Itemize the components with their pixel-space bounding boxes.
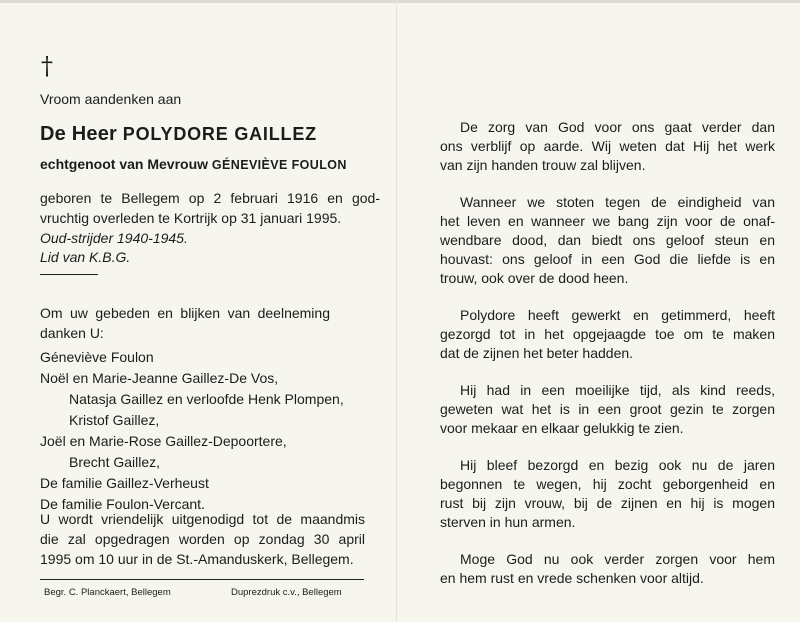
meditation-line: geweten wat het is in een groot gezin te zorgen <box>440 401 775 417</box>
meditation-line: voor mekaar en elkaar gelukkig te zien. <box>440 420 684 436</box>
thanks-line: Om uw gebeden en blijken van deelneming <box>40 305 330 321</box>
meditation-paragraph <box>440 550 775 588</box>
meditation-line: ons verblijf op aarde. Wij weten dat Hij het werk <box>440 138 775 154</box>
meditation-paragraph <box>440 118 775 175</box>
card-top-edge <box>0 0 800 3</box>
printer-credit-right: Duprezdruk c.v., Bellegem <box>231 587 342 598</box>
meditation-line: Moge God nu ook verder zorgen voor hem <box>460 551 775 567</box>
invite-line: die zal opgedragen worden op zondag 30 april <box>40 531 365 547</box>
meditation-paragraph <box>440 306 775 363</box>
spouse-caps: GÉNEVIÈVE FOULON <box>211 158 347 172</box>
honors-line: Lid van K.B.G. <box>40 249 131 265</box>
meditation-paragraph <box>440 193 775 288</box>
thanks-text <box>40 303 330 343</box>
meditation-line: Polydore heeft gewerkt en getimmerd, heeft <box>460 307 775 323</box>
family-item: Brecht Gaillez, <box>69 454 161 470</box>
thanks-line: danken U: <box>40 325 104 341</box>
meditation-line: van zijn handen trouw zal blijven. <box>440 157 646 173</box>
spouse-prefix: echtgenoot van Mevrouw <box>40 156 212 172</box>
family-item: Noël en Marie-Jeanne Gaillez-De Vos, <box>40 370 279 386</box>
meditation-paragraph <box>440 381 775 438</box>
birth-death-text <box>40 188 380 228</box>
meditation-line: rust bij zijn vrouw, bij de zijnen en hij is mogen <box>440 495 775 511</box>
meditation-line: houvast: ons geloof in een God die liefde is en <box>440 251 775 267</box>
intro-text: Vroom aandenken aan <box>40 91 182 107</box>
bio-line: vruchtig overleden te Kortrijk op 31 januari 1995. <box>40 210 342 226</box>
meditation-line: wendbare dood, dan biedt ons geloof steun en <box>440 232 775 248</box>
meditation-line: gezorgd tot in het opgejaagde toe om te maken <box>440 326 775 342</box>
deceased-name <box>40 123 317 146</box>
invite-line: U wordt vriendelijk uitgenodigd tot de maandmis <box>40 511 365 527</box>
family-item: De familie Gaillez-Verheust <box>40 475 209 491</box>
short-divider <box>40 274 98 275</box>
honors-line: Oud-strijder 1940-1945. <box>40 230 188 246</box>
cross-icon: † <box>41 52 53 80</box>
name-prefix: De Heer <box>40 123 123 145</box>
name-caps: POLYDORE GAILLEZ <box>122 124 317 144</box>
meditation-line: trouw, ook over de dood heen. <box>440 270 629 286</box>
right-page <box>440 118 775 606</box>
mass-invitation <box>40 509 365 569</box>
meditation-line: het leven en wanneer we bang zijn voor de onaf- <box>440 213 775 229</box>
family-item: Kristof Gaillez, <box>69 412 160 428</box>
card-fold-line <box>396 0 397 622</box>
meditation-line: sterven in hun armen. <box>440 514 576 530</box>
meditation-line: dat de zijnen het beter hadden. <box>440 345 634 361</box>
spouse-line <box>40 156 347 172</box>
meditation-paragraph <box>440 456 775 532</box>
meditation-line: De zorg van God voor ons gaat verder dan <box>460 119 775 135</box>
meditation-line: en hem rust en vrede schenken voor altijd. <box>440 570 704 586</box>
family-item: Joël en Marie-Rose Gaillez-Depoortere, <box>40 433 287 449</box>
bio-line: geboren te Bellegem op 2 februari 1916 en god- <box>40 190 380 206</box>
family-item: Géneviève Foulon <box>40 349 154 365</box>
family-item: Natasja Gaillez en verloofde Henk Plompen, <box>69 391 344 407</box>
family-item: De familie Foulon-Vercant. <box>40 496 205 512</box>
printer-credit-left: Begr. C. Planckaert, Bellegem <box>44 587 171 598</box>
invite-line: 1995 om 10 uur in de St.-Amanduskerk, Bellegem. <box>40 551 354 567</box>
meditation-line: begonnen te wegen, hij zocht geborgenheid en <box>440 476 775 492</box>
footer-divider <box>40 579 364 580</box>
meditation-line: Wanneer we stoten tegen de eindigheid van <box>460 194 775 210</box>
family-list <box>40 347 344 515</box>
honors-text <box>40 229 188 267</box>
meditation-line: Hij bleef bezorgd en bezig ook nu de jaren <box>460 457 775 473</box>
meditation-line: Hij had in een moeilijke tijd, als kind reeds, <box>460 382 775 398</box>
